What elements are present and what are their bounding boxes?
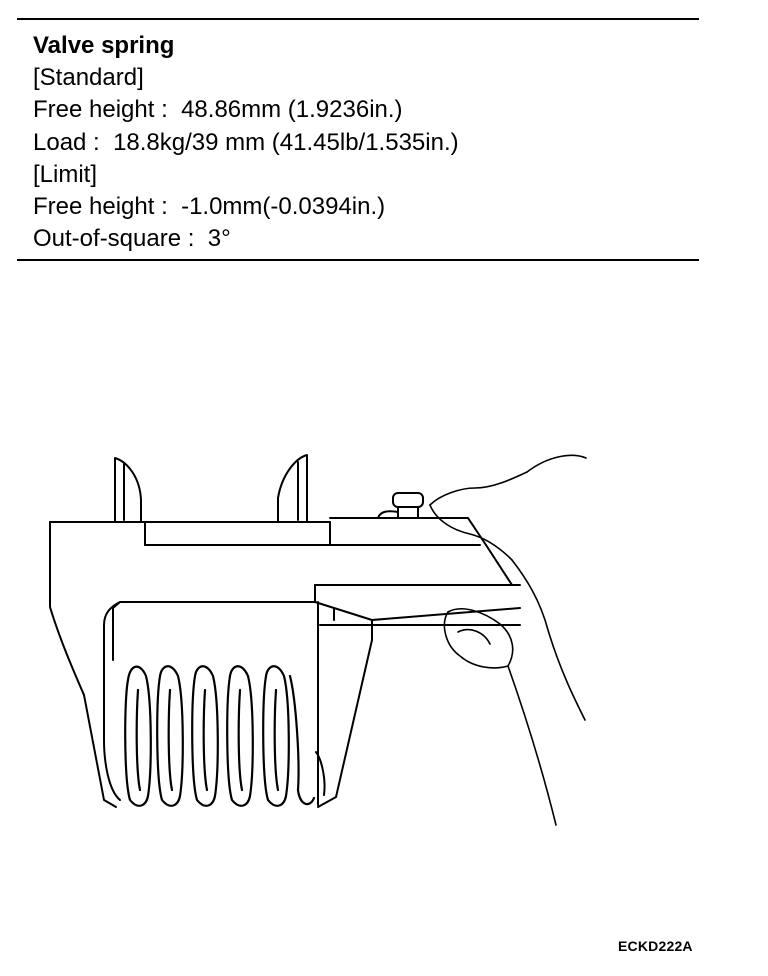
- caliper-spring-illustration: [0, 440, 768, 840]
- caliper-sliding-jaw: [104, 585, 520, 807]
- hand-illustration: [430, 455, 586, 825]
- standard-load: Load : 18.8kg/39 mm (41.45lb/1.535in.): [33, 128, 459, 156]
- caliper-upper-jaws: [115, 455, 307, 522]
- limit-free-height: Free height : -1.0mm(-0.0394in.): [33, 193, 386, 221]
- limit-heading: [Limit]: [33, 160, 98, 188]
- limit-out-of-square: Out-of-square : 3°: [33, 225, 231, 253]
- caliper-thumb-wheel: [378, 493, 423, 518]
- top-rule: [17, 18, 699, 20]
- spec-title: Valve spring: [33, 32, 175, 59]
- valve-spring: [125, 666, 314, 806]
- spec-block: [33, 30, 459, 255]
- standard-free-height: Free height : 48.86mm (1.9236in.): [33, 96, 403, 124]
- caliper-main-beam: [50, 518, 520, 695]
- figure-code: ECKD222A: [618, 938, 693, 954]
- standard-heading: [Standard]: [33, 64, 144, 92]
- bottom-rule: [17, 259, 699, 261]
